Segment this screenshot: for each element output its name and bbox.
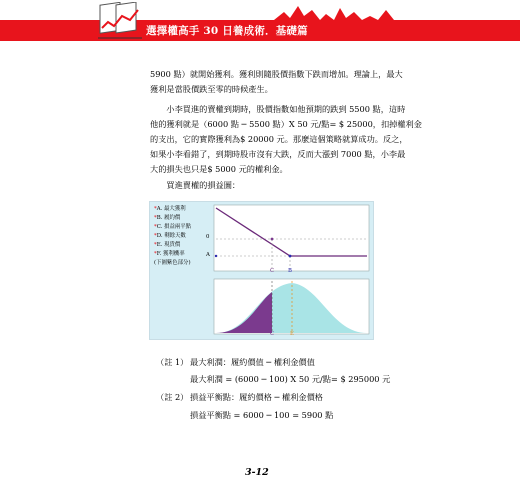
legend-item: *A. 最大獲利	[154, 206, 186, 212]
text-line: 的支出，它的實際獲利為$ 20000 元。那麼這個策略就算成功。反之，	[150, 134, 408, 144]
skyline-graphic	[274, 6, 444, 21]
paragraph-2	[150, 102, 422, 177]
note-2-label: （註 2）	[156, 392, 189, 402]
figure-svg	[150, 202, 373, 339]
c-label-top: C	[270, 268, 275, 274]
text-line: 如果小李看錯了，到期時股市沒有大跌，反而大漲到 7000 點，小李最	[150, 149, 406, 159]
legend-item: *D. 剩餘天數	[154, 233, 186, 239]
e-label-bottom: E	[290, 331, 294, 337]
legend-item: *E. 現貨價	[154, 242, 181, 248]
paragraph-1	[150, 67, 403, 97]
text-line: 5900 點）就開始獲利。獲利則隨股價指數下跌而增加。理論上，最大	[150, 69, 403, 79]
note-1-text: 最大利潤：履約價值 ─ 權利金價值	[190, 357, 315, 367]
c-label-bottom: C	[270, 331, 275, 337]
header-title: 選擇權高手 30 日養成術．基礎篇	[146, 25, 308, 37]
payoff-figure	[149, 201, 374, 340]
legend-item: *C. 損益兩平點	[154, 224, 192, 230]
text-line: 大的損失也只是$ 5000 元的權利金。	[150, 164, 288, 174]
note-1-formula: 最大利潤 = (6000 ─ 100) X 50 元/點= $ 295000 元	[190, 374, 391, 384]
legend-item: (下圖紫色部分)	[154, 260, 191, 266]
text-line: 獲利是當股價跌至零的時候產生。	[150, 84, 273, 94]
legend-item: *B. 履約價	[154, 215, 181, 221]
strike-point	[289, 255, 292, 258]
b-label-top: B	[288, 268, 292, 274]
figure-caption	[150, 178, 390, 193]
zero-label: 0	[206, 234, 210, 240]
text-line: 買進賣權的損益圖：	[150, 180, 241, 190]
text-line: 小李買進的賣權到期時，股價指數如他預期的跌到 5500 點，這時	[150, 104, 406, 114]
note-2-formula: 損益平衡點 = 6000 ─ 100 = 5900 點	[190, 410, 334, 420]
payoff-panel	[214, 205, 369, 271]
legend-item: *F. 獲利機率	[154, 251, 185, 257]
note-1-label: （註 1）	[156, 357, 189, 367]
a-label: A	[206, 252, 210, 258]
text-line: 他的獲利就是（6000 點 ─ 5500 點）X 50 元/點= $ 25000，扣掉權利金	[150, 119, 422, 129]
max-profit-marker	[215, 255, 217, 257]
note-2-text: 損益平衡點：履約價格 ─ 權利金價格	[190, 392, 323, 402]
breakeven-point	[271, 238, 274, 241]
stock-panel-icon	[98, 2, 142, 38]
page-number: 3-12	[245, 467, 269, 478]
